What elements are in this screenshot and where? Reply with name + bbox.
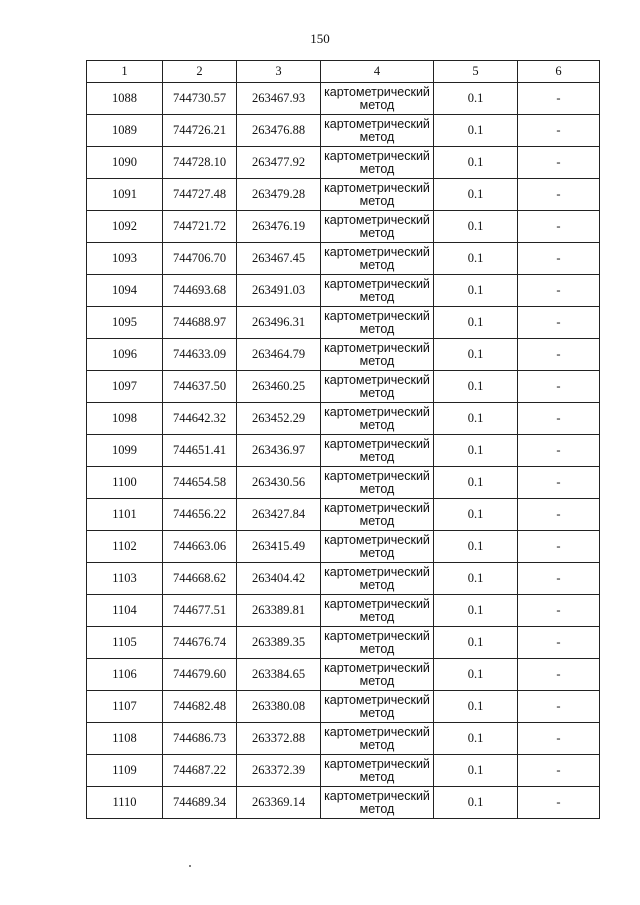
method-cell — [321, 723, 434, 755]
x-coordinate-cell: 744726.21 — [163, 115, 237, 147]
accuracy-cell: 0.1 — [434, 755, 518, 787]
point-number-cell: 1108 — [87, 723, 163, 755]
column-header: 5 — [434, 61, 518, 83]
accuracy-cell: 0.1 — [434, 371, 518, 403]
note-cell: - — [518, 467, 600, 499]
column-header: 3 — [237, 61, 321, 83]
table-row — [87, 243, 600, 275]
x-coordinate-cell: 744651.41 — [163, 435, 237, 467]
method-cell — [321, 659, 434, 691]
method-line: метод — [359, 129, 395, 144]
method-cell — [321, 755, 434, 787]
point-number-cell: 1104 — [87, 595, 163, 627]
y-coordinate-cell: 263436.97 — [237, 435, 321, 467]
method-line: картометрический — [324, 724, 430, 739]
y-coordinate-cell: 263384.65 — [237, 659, 321, 691]
accuracy-cell: 0.1 — [434, 627, 518, 659]
y-coordinate-cell: 263369.14 — [237, 787, 321, 819]
method-cell — [321, 467, 434, 499]
method-cell — [321, 115, 434, 147]
note-cell: - — [518, 179, 600, 211]
table-row — [87, 627, 600, 659]
point-number-cell: 1106 — [87, 659, 163, 691]
method-line: картометрический — [324, 596, 430, 611]
x-coordinate-cell: 744727.48 — [163, 179, 237, 211]
method-line: картометрический — [324, 372, 430, 387]
table-row — [87, 339, 600, 371]
method-cell — [321, 147, 434, 179]
y-coordinate-cell: 263476.88 — [237, 115, 321, 147]
point-number-cell: 1092 — [87, 211, 163, 243]
accuracy-cell: 0.1 — [434, 403, 518, 435]
method-cell — [321, 435, 434, 467]
table-row — [87, 723, 600, 755]
method-line: метод — [359, 193, 395, 208]
method-line: картометрический — [324, 148, 430, 163]
method-line: картометрический — [324, 212, 430, 227]
accuracy-cell: 0.1 — [434, 499, 518, 531]
page-number: 150 — [310, 31, 330, 46]
method-line: метод — [359, 737, 395, 752]
table-row — [87, 531, 600, 563]
accuracy-cell: 0.1 — [434, 531, 518, 563]
y-coordinate-cell: 263464.79 — [237, 339, 321, 371]
method-line: картометрический — [324, 532, 430, 547]
y-coordinate-cell: 263476.19 — [237, 211, 321, 243]
accuracy-cell: 0.1 — [434, 243, 518, 275]
point-number-cell: 1102 — [87, 531, 163, 563]
method-cell — [321, 83, 434, 115]
table-row — [87, 563, 600, 595]
x-coordinate-cell: 744633.09 — [163, 339, 237, 371]
table-row — [87, 307, 600, 339]
x-coordinate-cell: 744687.22 — [163, 755, 237, 787]
y-coordinate-cell: 263430.56 — [237, 467, 321, 499]
x-coordinate-cell: 744730.57 — [163, 83, 237, 115]
note-cell: - — [518, 595, 600, 627]
point-number-cell: 1101 — [87, 499, 163, 531]
method-line: картометрический — [324, 276, 430, 291]
x-coordinate-cell: 744693.68 — [163, 275, 237, 307]
method-line: метод — [359, 385, 395, 400]
y-coordinate-cell: 263380.08 — [237, 691, 321, 723]
x-coordinate-cell: 744721.72 — [163, 211, 237, 243]
y-coordinate-cell: 263467.93 — [237, 83, 321, 115]
method-cell — [321, 499, 434, 531]
accuracy-cell: 0.1 — [434, 595, 518, 627]
table-row — [87, 595, 600, 627]
method-line: метод — [359, 609, 395, 624]
accuracy-cell: 0.1 — [434, 275, 518, 307]
table-row — [87, 115, 600, 147]
note-cell: - — [518, 339, 600, 371]
y-coordinate-cell: 263404.42 — [237, 563, 321, 595]
scan-speck — [189, 865, 191, 867]
note-cell: - — [518, 563, 600, 595]
accuracy-cell: 0.1 — [434, 723, 518, 755]
y-coordinate-cell: 263477.92 — [237, 147, 321, 179]
x-coordinate-cell: 744676.74 — [163, 627, 237, 659]
x-coordinate-cell: 744706.70 — [163, 243, 237, 275]
accuracy-cell: 0.1 — [434, 563, 518, 595]
table-row — [87, 371, 600, 403]
method-cell — [321, 691, 434, 723]
note-cell: - — [518, 243, 600, 275]
x-coordinate-cell: 744686.73 — [163, 723, 237, 755]
table-row — [87, 467, 600, 499]
note-cell: - — [518, 211, 600, 243]
accuracy-cell: 0.1 — [434, 787, 518, 819]
column-header: 1 — [87, 61, 163, 83]
accuracy-cell: 0.1 — [434, 435, 518, 467]
x-coordinate-cell: 744682.48 — [163, 691, 237, 723]
method-cell — [321, 339, 434, 371]
column-header: 2 — [163, 61, 237, 83]
method-line: картометрический — [324, 628, 430, 643]
column-header: 6 — [518, 61, 600, 83]
x-coordinate-cell: 744637.50 — [163, 371, 237, 403]
point-number-cell: 1110 — [87, 787, 163, 819]
point-number-cell: 1091 — [87, 179, 163, 211]
note-cell: - — [518, 787, 600, 819]
method-line: картометрический — [324, 692, 430, 707]
y-coordinate-cell: 263389.35 — [237, 627, 321, 659]
method-line: метод — [359, 801, 395, 816]
method-line: картометрический — [324, 436, 430, 451]
x-coordinate-cell: 744668.62 — [163, 563, 237, 595]
y-coordinate-cell: 263467.45 — [237, 243, 321, 275]
table-row — [87, 659, 600, 691]
method-cell — [321, 531, 434, 563]
table-row — [87, 275, 600, 307]
method-line: картометрический — [324, 756, 430, 771]
accuracy-cell: 0.1 — [434, 467, 518, 499]
method-cell — [321, 371, 434, 403]
method-line: картометрический — [324, 500, 430, 515]
point-number-cell: 1089 — [87, 115, 163, 147]
x-coordinate-cell: 744688.97 — [163, 307, 237, 339]
method-cell — [321, 243, 434, 275]
note-cell: - — [518, 691, 600, 723]
method-line: метод — [359, 417, 395, 432]
point-number-cell: 1103 — [87, 563, 163, 595]
note-cell: - — [518, 403, 600, 435]
note-cell: - — [518, 435, 600, 467]
x-coordinate-cell: 744679.60 — [163, 659, 237, 691]
table-row — [87, 755, 600, 787]
x-coordinate-cell: 744663.06 — [163, 531, 237, 563]
method-line: метод — [359, 289, 395, 304]
point-number-cell: 1097 — [87, 371, 163, 403]
y-coordinate-cell: 263479.28 — [237, 179, 321, 211]
table-row — [87, 435, 600, 467]
method-line: метод — [359, 97, 395, 112]
method-line: картометрический — [324, 468, 430, 483]
method-line: метод — [359, 449, 395, 464]
y-coordinate-cell: 263496.31 — [237, 307, 321, 339]
accuracy-cell: 0.1 — [434, 339, 518, 371]
method-line: картометрический — [324, 564, 430, 579]
method-line: метод — [359, 577, 395, 592]
note-cell: - — [518, 307, 600, 339]
method-line: метод — [359, 257, 395, 272]
method-cell — [321, 787, 434, 819]
accuracy-cell: 0.1 — [434, 83, 518, 115]
note-cell: - — [518, 723, 600, 755]
point-number-cell: 1098 — [87, 403, 163, 435]
coordinates-table — [86, 60, 600, 819]
note-cell: - — [518, 147, 600, 179]
point-number-cell: 1099 — [87, 435, 163, 467]
y-coordinate-cell: 263372.39 — [237, 755, 321, 787]
method-cell — [321, 403, 434, 435]
x-coordinate-cell: 744689.34 — [163, 787, 237, 819]
point-number-cell: 1095 — [87, 307, 163, 339]
point-number-cell: 1107 — [87, 691, 163, 723]
accuracy-cell: 0.1 — [434, 179, 518, 211]
method-line: метод — [359, 161, 395, 176]
y-coordinate-cell: 263452.29 — [237, 403, 321, 435]
x-coordinate-cell: 744677.51 — [163, 595, 237, 627]
point-number-cell: 1109 — [87, 755, 163, 787]
table-body — [87, 61, 600, 819]
method-line: картометрический — [324, 180, 430, 195]
point-number-cell: 1093 — [87, 243, 163, 275]
table-row — [87, 211, 600, 243]
method-line: метод — [359, 673, 395, 688]
note-cell: - — [518, 115, 600, 147]
method-line: метод — [359, 321, 395, 336]
point-number-cell: 1100 — [87, 467, 163, 499]
x-coordinate-cell: 744654.58 — [163, 467, 237, 499]
method-line: картометрический — [324, 84, 430, 99]
method-line: метод — [359, 705, 395, 720]
method-line: метод — [359, 641, 395, 656]
y-coordinate-cell: 263491.03 — [237, 275, 321, 307]
accuracy-cell: 0.1 — [434, 115, 518, 147]
accuracy-cell: 0.1 — [434, 307, 518, 339]
method-line: картометрический — [324, 660, 430, 675]
table-row — [87, 83, 600, 115]
method-cell — [321, 211, 434, 243]
note-cell: - — [518, 83, 600, 115]
method-line: картометрический — [324, 116, 430, 131]
x-coordinate-cell: 744728.10 — [163, 147, 237, 179]
point-number-cell: 1094 — [87, 275, 163, 307]
y-coordinate-cell: 263460.25 — [237, 371, 321, 403]
note-cell: - — [518, 531, 600, 563]
method-cell — [321, 563, 434, 595]
y-coordinate-cell: 263372.88 — [237, 723, 321, 755]
y-coordinate-cell: 263427.84 — [237, 499, 321, 531]
note-cell: - — [518, 627, 600, 659]
table-row — [87, 147, 600, 179]
note-cell: - — [518, 755, 600, 787]
method-cell — [321, 595, 434, 627]
y-coordinate-cell: 263415.49 — [237, 531, 321, 563]
x-coordinate-cell: 744642.32 — [163, 403, 237, 435]
table-row — [87, 179, 600, 211]
table-row — [87, 691, 600, 723]
method-line: метод — [359, 481, 395, 496]
note-cell: - — [518, 659, 600, 691]
method-line: картометрический — [324, 244, 430, 259]
method-line: картометрический — [324, 404, 430, 419]
method-cell — [321, 627, 434, 659]
method-line: картометрический — [324, 308, 430, 323]
accuracy-cell: 0.1 — [434, 211, 518, 243]
accuracy-cell: 0.1 — [434, 691, 518, 723]
method-line: метод — [359, 353, 395, 368]
method-line: метод — [359, 769, 395, 784]
accuracy-cell: 0.1 — [434, 147, 518, 179]
y-coordinate-cell: 263389.81 — [237, 595, 321, 627]
x-coordinate-cell: 744656.22 — [163, 499, 237, 531]
note-cell: - — [518, 371, 600, 403]
accuracy-cell: 0.1 — [434, 659, 518, 691]
point-number-cell: 1096 — [87, 339, 163, 371]
method-line: картометрический — [324, 340, 430, 355]
method-line: метод — [359, 513, 395, 528]
point-number-cell: 1090 — [87, 147, 163, 179]
method-cell — [321, 307, 434, 339]
point-number-cell: 1105 — [87, 627, 163, 659]
column-header: 4 — [321, 61, 434, 83]
method-cell — [321, 275, 434, 307]
point-number-cell: 1088 — [87, 83, 163, 115]
method-cell — [321, 179, 434, 211]
note-cell: - — [518, 499, 600, 531]
table-row — [87, 787, 600, 819]
table-row — [87, 499, 600, 531]
note-cell: - — [518, 275, 600, 307]
method-line: картометрический — [324, 788, 430, 803]
table-row — [87, 403, 600, 435]
method-line: метод — [359, 545, 395, 560]
table-header-row — [87, 61, 600, 83]
method-line: метод — [359, 225, 395, 240]
